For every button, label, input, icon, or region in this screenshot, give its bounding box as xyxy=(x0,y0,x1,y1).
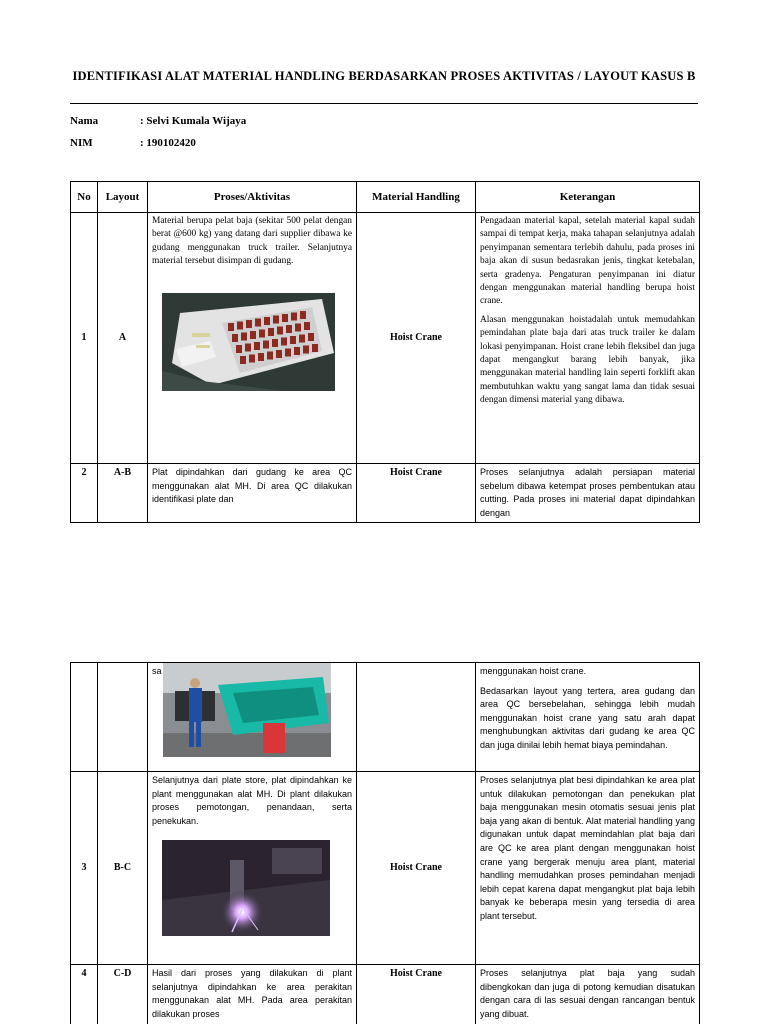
row-no: 2 xyxy=(71,464,98,523)
document-page-2 xyxy=(0,662,768,1024)
rack-block xyxy=(263,340,269,348)
row-material-handling: Hoist Crane xyxy=(357,464,476,523)
rack-block xyxy=(259,329,265,337)
document-title: IDENTIFIKASI ALAT MATERIAL HANDLING BERDASARKAN PROSES AKTIVITAS / LAYOUT KASUS B xyxy=(72,69,696,83)
row-layout xyxy=(98,663,148,772)
proses-text: Selanjutnya dari plate store, plat dipindahkan ke plant menggunakan alat MH. Di plant dilakukan proses pemotongan, penandaan, serta penekukan. xyxy=(152,775,352,826)
rack-block xyxy=(281,337,287,345)
row-no xyxy=(71,663,98,772)
rack-block xyxy=(290,336,296,344)
row-layout: A-B xyxy=(98,464,148,523)
title-divider xyxy=(70,103,698,104)
rack-block xyxy=(250,331,256,339)
rack-block xyxy=(295,323,301,331)
row-no: 1 xyxy=(71,213,98,464)
table-row xyxy=(71,965,700,1024)
table-row xyxy=(71,213,700,464)
row-layout: C-D xyxy=(98,965,148,1024)
rack-block xyxy=(273,315,279,323)
row-no: 4 xyxy=(71,965,98,1024)
row-keterangan: Proses selanjutnya plat baja yang sudah dibengkokan dan juga di potong kemudian disatukan dengan cara di las sesuai dengan rancangan bentuk yang dibuat. xyxy=(476,965,700,1024)
rack-block xyxy=(304,322,310,330)
name-value: : Selvi Kumala Wijaya xyxy=(140,115,247,127)
rack-block xyxy=(286,325,292,333)
nim-key: NIM xyxy=(70,137,93,149)
rack-block xyxy=(241,332,247,340)
row-proses: Hasil dari proses yang dilakukan di plant selanjutnya dipindahkan ke area perakitan menggunakan alat MH. Pada area perakitan dilakukan proses xyxy=(148,965,357,1024)
rack-block xyxy=(285,348,291,356)
table-header-row xyxy=(71,182,700,213)
keterangan-paragraph: menggunakan hoist crane. xyxy=(480,666,587,676)
rack-block xyxy=(268,328,274,336)
table-row xyxy=(71,464,700,523)
row-no: 3 xyxy=(71,772,98,965)
keterangan-paragraph: Pengadaan material kapal, setelah material kapal sudah sampai di tempat kerja, maka tahapan selanjutnya adalah penyimpanan sementara terlebih dahulu, pada proses ini baja akan di susun bedasrakan jenis, tingkat ketebalan, serta gradenya. Pengaturan penyimpanan ini diatur dengan menggunakan material handling berupa hoist crane. xyxy=(480,216,695,307)
rack-block xyxy=(300,311,306,319)
header-material-handling: Material Handling xyxy=(357,182,476,213)
rack-block xyxy=(246,320,252,328)
header-proses: Proses/Aktivitas xyxy=(148,182,357,213)
rack-block xyxy=(291,312,297,320)
rack-block xyxy=(255,318,261,326)
warehouse-layout-image xyxy=(162,293,335,391)
row-proses xyxy=(148,213,357,464)
rack-block xyxy=(245,343,251,351)
rack-block xyxy=(232,334,238,342)
material-handling-table xyxy=(70,181,700,523)
rack-block xyxy=(312,344,318,352)
row-material-handling: Hoist Crane xyxy=(357,965,476,1024)
proses-continued-text: sa xyxy=(152,666,162,676)
rack-block xyxy=(254,342,260,350)
table-row xyxy=(71,772,700,965)
material-handling-table-continued xyxy=(70,662,700,1024)
rack-block xyxy=(282,314,288,322)
row-proses xyxy=(148,663,357,772)
rack-block xyxy=(236,345,242,353)
rack-block xyxy=(240,356,246,364)
rack-block xyxy=(228,323,234,331)
rack-block xyxy=(308,333,314,341)
rack-block xyxy=(237,321,243,329)
nim-value: : 190102420 xyxy=(140,137,196,149)
row-keterangan xyxy=(476,663,700,772)
name-key: Nama xyxy=(70,115,99,127)
header-layout: Layout xyxy=(98,182,148,213)
rack-block xyxy=(299,334,305,342)
rack-block xyxy=(294,347,300,355)
plasma-cutting-image xyxy=(162,840,330,936)
keterangan-paragraph: Alasan menggunakan hoistadalah untuk memudahkan pemindahan plate baja dari atas truck trailer ke dalam lokasi penyimpanan. Hoist crane lebih fleksibel dan juga dapat mengangkut barang lebih banyak, jika menggunakan material handling lain seperti forklift akan membutuhkan waktu yang sangat lama dan tidak sesuai dengan dimensi material yang dibawa. xyxy=(480,314,695,406)
row-keterangan: Proses selanjutnya adalah persiapan material sebelum dibawa ketempat proses pembentukan atau cutting. Pada proses ini material dapat dipindahkan dengan xyxy=(476,464,700,523)
row-proses xyxy=(148,772,357,965)
row-keterangan: Proses selanjutnya plat besi dipindahkan ke area plat untuk dilakukan pemotongan dan penekukan plat baja menggunakan mesin otomatis sesuai jenis plat baja yang akan di bentuk. Alat material handling yang digunakan untuk dapat memindahlan plat baja dari are QC ke area plant dengan menggunakan hoist crane yang bergerak menuju area plant, material handling memudahkan proses pemindahan menjadi lebih cepat karena dapat mengangkut plat baja lebih banyak ke beberapa mesin yang tersedia di area plant tersebut. xyxy=(476,772,700,965)
rack-block xyxy=(258,353,264,361)
rack-block xyxy=(264,317,270,325)
row-material-handling: Hoist Crane xyxy=(357,213,476,464)
row-proses: Plat dipindahkan dari gudang ke area QC menggunakan alat MH. Di area QC dilakukan identifikasi plate dan xyxy=(148,464,357,523)
rack-block xyxy=(267,351,273,359)
page-gap xyxy=(0,560,768,662)
row-material-handling xyxy=(357,663,476,772)
header-no: No xyxy=(71,182,98,213)
keterangan-paragraph: Bedasarkan layout yang tertera, area gudang dan area QC bersebelahan, sehingga lebih mudah menggunakan hoist crane yang satu arah dapat menghubungkan aktivitas dari gudang ke area QC dan juga dinilai lebih hemat biaya pemindahan. xyxy=(480,685,695,750)
header-keterangan: Keterangan xyxy=(476,182,700,213)
row-layout: B-C xyxy=(98,772,148,965)
proses-text: Material berupa pelat baja (sekitar 500 pelat dengan berat @600 kg) yang datang dari supplier dibawa ke gudang menggunakan truck trailer. Selanjutnya material tersebut disimpan di gudang. xyxy=(152,216,352,267)
rack-block xyxy=(277,326,283,334)
plate-machine-image xyxy=(163,663,331,757)
row-layout: A xyxy=(98,213,148,464)
rack-block xyxy=(303,345,309,353)
rack-block xyxy=(276,350,282,358)
row-material-handling: Hoist Crane xyxy=(357,772,476,965)
rack-block xyxy=(272,339,278,347)
table-row xyxy=(71,663,700,772)
rack-block xyxy=(249,354,255,362)
row-keterangan xyxy=(476,213,700,464)
